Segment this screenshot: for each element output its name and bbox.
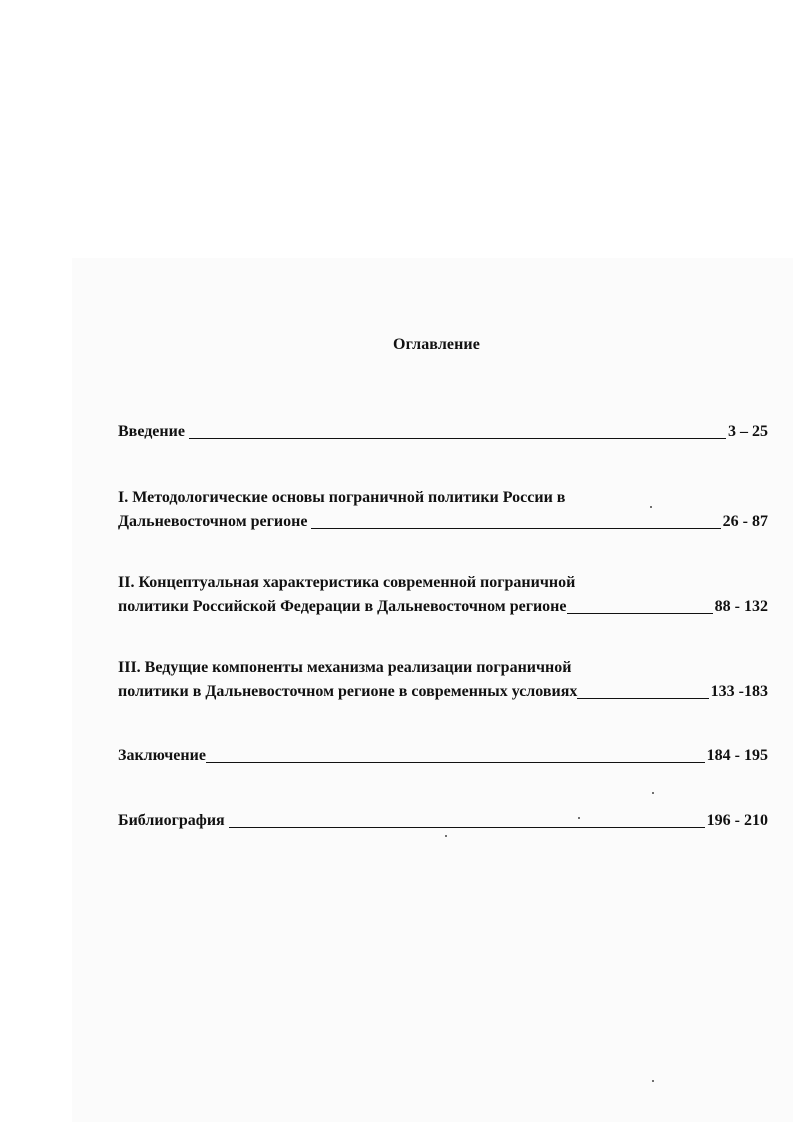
toc-entry-chapter-2[interactable] (118, 571, 768, 619)
leader-line (206, 750, 705, 763)
toc-entry-line (118, 595, 768, 619)
scan-speck (445, 835, 447, 837)
leader-line (567, 601, 713, 614)
toc-entry-chapter-3[interactable] (118, 656, 768, 704)
toc-entry-title-continued: политики в Дальневосточном регионе в современных условиях (118, 683, 578, 700)
toc-entry-pages: 88 - 132 (714, 598, 768, 615)
toc-entry-chapter-1[interactable] (118, 486, 768, 534)
toc-entry-bibliography[interactable] (118, 809, 768, 833)
toc-entry-title: Библиография (118, 812, 225, 829)
toc-entry-title-continued: Дальневосточном регионе (118, 513, 308, 530)
toc-entry-title: Заключение (118, 747, 206, 764)
leader-line (577, 686, 708, 699)
toc-entry-pages: 133 -183 (710, 683, 768, 700)
leader-line (189, 426, 726, 439)
toc-entry-title: I. Методологические основы пограничной политики России в (118, 489, 566, 506)
toc-entry-pages: 196 - 210 (706, 812, 768, 829)
toc-entry-line (118, 510, 768, 534)
toc-entry-title-continued: политики Российской Федерации в Дальневосточном регионе (118, 598, 567, 615)
toc-entry-pages: 26 - 87 (722, 513, 768, 530)
toc-entry-title: Введение (118, 423, 185, 440)
leader-line (311, 516, 720, 529)
toc-entry-title: II. Концептуальная характеристика современной пограничной (118, 574, 576, 591)
toc-entry-conclusion[interactable] (118, 744, 768, 768)
scan-speck (652, 1080, 654, 1082)
scan-speck (650, 506, 652, 508)
toc-entry-pages: 184 - 195 (706, 747, 768, 764)
toc-entry-line (118, 680, 768, 704)
toc-entry-line (118, 420, 768, 444)
scan-speck (652, 792, 654, 794)
toc-entry-line (118, 571, 768, 595)
toc-entry-pages: 3 – 25 (728, 423, 768, 440)
toc-entry-title: III. Ведущие компоненты механизма реализации пограничной (118, 659, 572, 676)
toc-entry-line (118, 656, 768, 680)
toc-entry-line (118, 744, 768, 768)
scan-speck (578, 817, 580, 819)
toc-entry-introduction[interactable] (118, 420, 768, 444)
toc-entry-line (118, 486, 768, 510)
toc-entry-line (118, 809, 768, 833)
page-title: Оглавление (393, 336, 480, 353)
leader-line (229, 815, 705, 828)
